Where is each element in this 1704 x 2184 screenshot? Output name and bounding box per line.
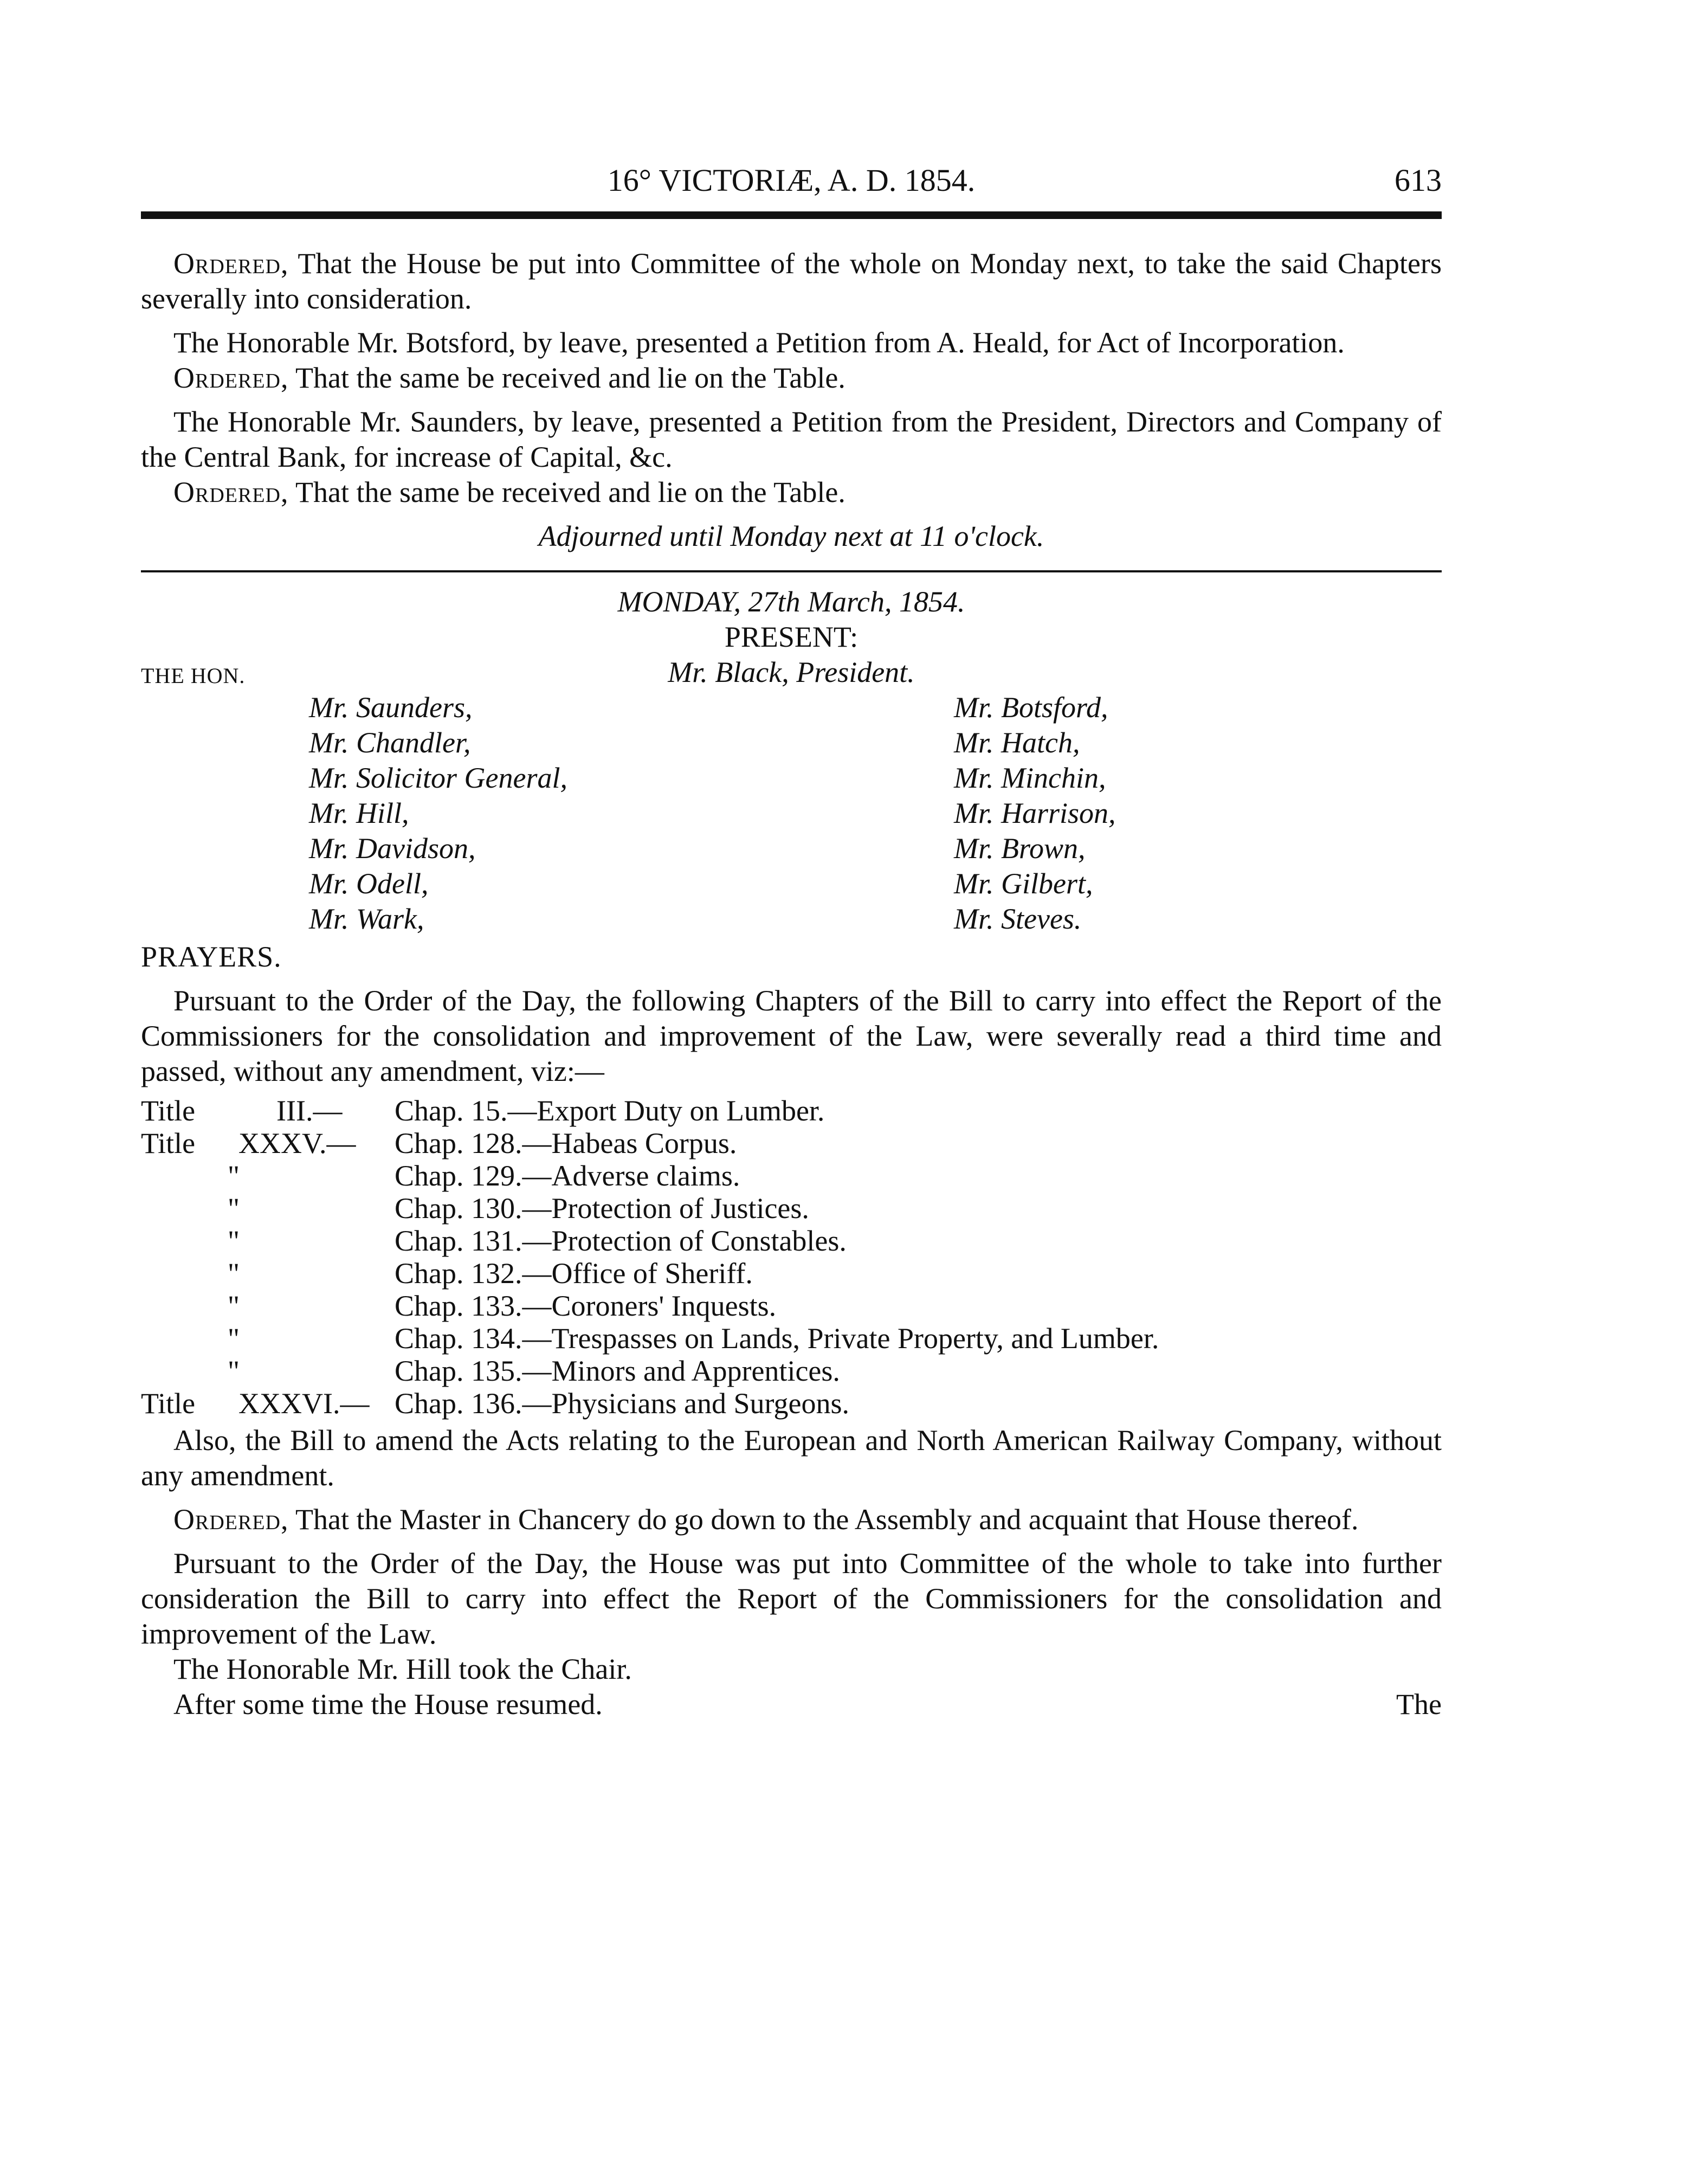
chair-line: The Honorable Mr. Hill took the Chair.: [173, 1653, 632, 1685]
journal-page: [141, 163, 1442, 2103]
members-right-column: [954, 690, 1116, 937]
member-name: Mr. Brown,: [954, 832, 1086, 865]
chapter-text: Chap. 133.—Coroners' Inquests.: [395, 1290, 777, 1322]
member-name: Mr. Odell,: [309, 867, 429, 900]
order-of-day-intro: Pursuant to the Order of the Day, the following Chapters of the Bill to carry into effect the Report of the Commissioners for the consolidation and improvement of the Law, were severally read a third time and passed, without any amendment, viz:—: [141, 984, 1442, 1087]
ditto-mark: ": [228, 1192, 240, 1225]
members-list: [141, 690, 1442, 937]
chapter-row: [141, 1256, 1442, 1289]
chapter-text: Chap. 130.—Protection of Justices.: [395, 1192, 809, 1225]
page-header: [141, 163, 1442, 207]
chapter-row: [141, 1321, 1442, 1354]
resumed-text: After some time the House resumed.: [173, 1688, 603, 1721]
ditto-mark: ": [228, 1159, 240, 1192]
member-name: Mr. Wark,: [309, 903, 424, 935]
chapter-text: Chap. 135.—Minors and Apprentices.: [395, 1355, 840, 1387]
committee-paragraph: Pursuant to the Order of the Day, the House was put into Committee of the whole to take into further consideration the Bill to carry into effect the Report of the Commissioners for the consolidation and improvement of the Law.: [141, 1547, 1442, 1650]
chapter-title-label: Title: [141, 1387, 196, 1420]
chapter-row: [141, 1126, 1442, 1158]
chapter-numeral: XXXVI.—: [238, 1387, 370, 1420]
ordered-label: Ordered,: [173, 476, 289, 508]
prayers-heading: PRAYERS.: [141, 940, 282, 973]
ordered-label: Ordered,: [173, 1503, 289, 1536]
member-name: Mr. Gilbert,: [954, 867, 1093, 900]
president-line: [141, 655, 1442, 690]
section-rule: [141, 570, 1442, 572]
chapter-list: [141, 1093, 1442, 1419]
ordered-label: Ordered,: [173, 362, 289, 394]
petition-saunders: The Honorable Mr. Saunders, by leave, presented a Petition from the President, Directors and Company of the Central Bank, for increase of Capital, &c.: [141, 405, 1442, 473]
chapter-text: Chap. 136.—Physicians and Surgeons.: [395, 1387, 849, 1420]
members-left-column: [309, 690, 567, 937]
running-title: 16° VICTORIÆ, A. D. 1854.: [607, 163, 976, 198]
chapter-row: [141, 1354, 1442, 1386]
member-name: Mr. Botsford,: [954, 691, 1108, 724]
chapter-text: Chap. 129.—Adverse claims.: [395, 1159, 740, 1192]
chapter-row: [141, 1223, 1442, 1256]
ordered-text: That the same be received and lie on the Table.: [295, 362, 845, 394]
chapter-text: Chap. 15.—Export Duty on Lumber.: [395, 1094, 825, 1127]
ordered-paragraph-2: [141, 360, 1442, 396]
chapter-title-label: Title: [141, 1127, 196, 1159]
ditto-mark: ": [228, 1225, 240, 1257]
member-name: Mr. Saunders,: [309, 691, 473, 724]
sitting-date: MONDAY, 27th March, 1854.: [617, 585, 965, 618]
present-label: PRESENT:: [724, 621, 859, 653]
chapter-numeral: III.—: [276, 1094, 343, 1127]
ordered-paragraph-3: [141, 475, 1442, 510]
hon-label: THE HON.: [141, 663, 246, 688]
ordered-text: That the House be put into Committee of the whole on Monday next, to take the said Chapters severally into consideration.: [141, 247, 1442, 315]
member-name: Mr. Hill,: [309, 797, 409, 829]
ordered-text: That the same be received and lie on the Table.: [295, 476, 845, 508]
chapter-row: [141, 1093, 1442, 1126]
member-name: Mr. Chandler,: [309, 726, 471, 759]
ditto-mark: ": [228, 1355, 240, 1387]
chapter-row: [141, 1289, 1442, 1321]
chapter-row: [141, 1191, 1442, 1223]
ditto-mark: ": [228, 1322, 240, 1355]
also-paragraph: Also, the Bill to amend the Acts relating to the European and North American Railway Company, without any amendment.: [141, 1424, 1442, 1492]
page-number: 613: [1395, 163, 1442, 198]
header-rule: [141, 211, 1442, 219]
member-name: Mr. Hatch,: [954, 726, 1080, 759]
ordered-paragraph-4: [141, 1502, 1442, 1537]
catchword: The: [1396, 1688, 1442, 1721]
chapter-title-label: Title: [141, 1094, 196, 1127]
member-name: Mr. Steves.: [954, 903, 1082, 935]
chapter-text: Chap. 132.—Office of Sheriff.: [395, 1257, 753, 1290]
resumed-line: [141, 1687, 1442, 1722]
ordered-paragraph-1: [141, 246, 1442, 317]
member-name: Mr. Minchin,: [954, 762, 1106, 794]
president-name: Mr. Black, President.: [668, 656, 915, 688]
ordered-text: That the Master in Chancery do go down to the Assembly and acquaint that House thereof.: [295, 1503, 1359, 1536]
ditto-mark: ": [228, 1290, 240, 1322]
petition-botsford: The Honorable Mr. Botsford, by leave, presented a Petition from A. Heald, for Act of Incorporation.: [173, 326, 1345, 359]
adjourned-line: Adjourned until Monday next at 11 o'clock.: [538, 520, 1044, 552]
chapter-row: [141, 1386, 1442, 1419]
member-name: Mr. Harrison,: [954, 797, 1116, 829]
member-name: Mr. Davidson,: [309, 832, 476, 865]
ditto-mark: ": [228, 1257, 240, 1290]
ordered-label: Ordered,: [173, 247, 289, 280]
chapter-text: Chap. 128.—Habeas Corpus.: [395, 1127, 737, 1159]
chapter-text: Chap. 131.—Protection of Constables.: [395, 1225, 847, 1257]
chapter-text: Chap. 134.—Trespasses on Lands, Private Property, and Lumber.: [395, 1322, 1159, 1355]
member-name: Mr. Solicitor General,: [309, 762, 567, 794]
chapter-numeral: XXXV.—: [238, 1127, 356, 1159]
chapter-row: [141, 1158, 1442, 1191]
